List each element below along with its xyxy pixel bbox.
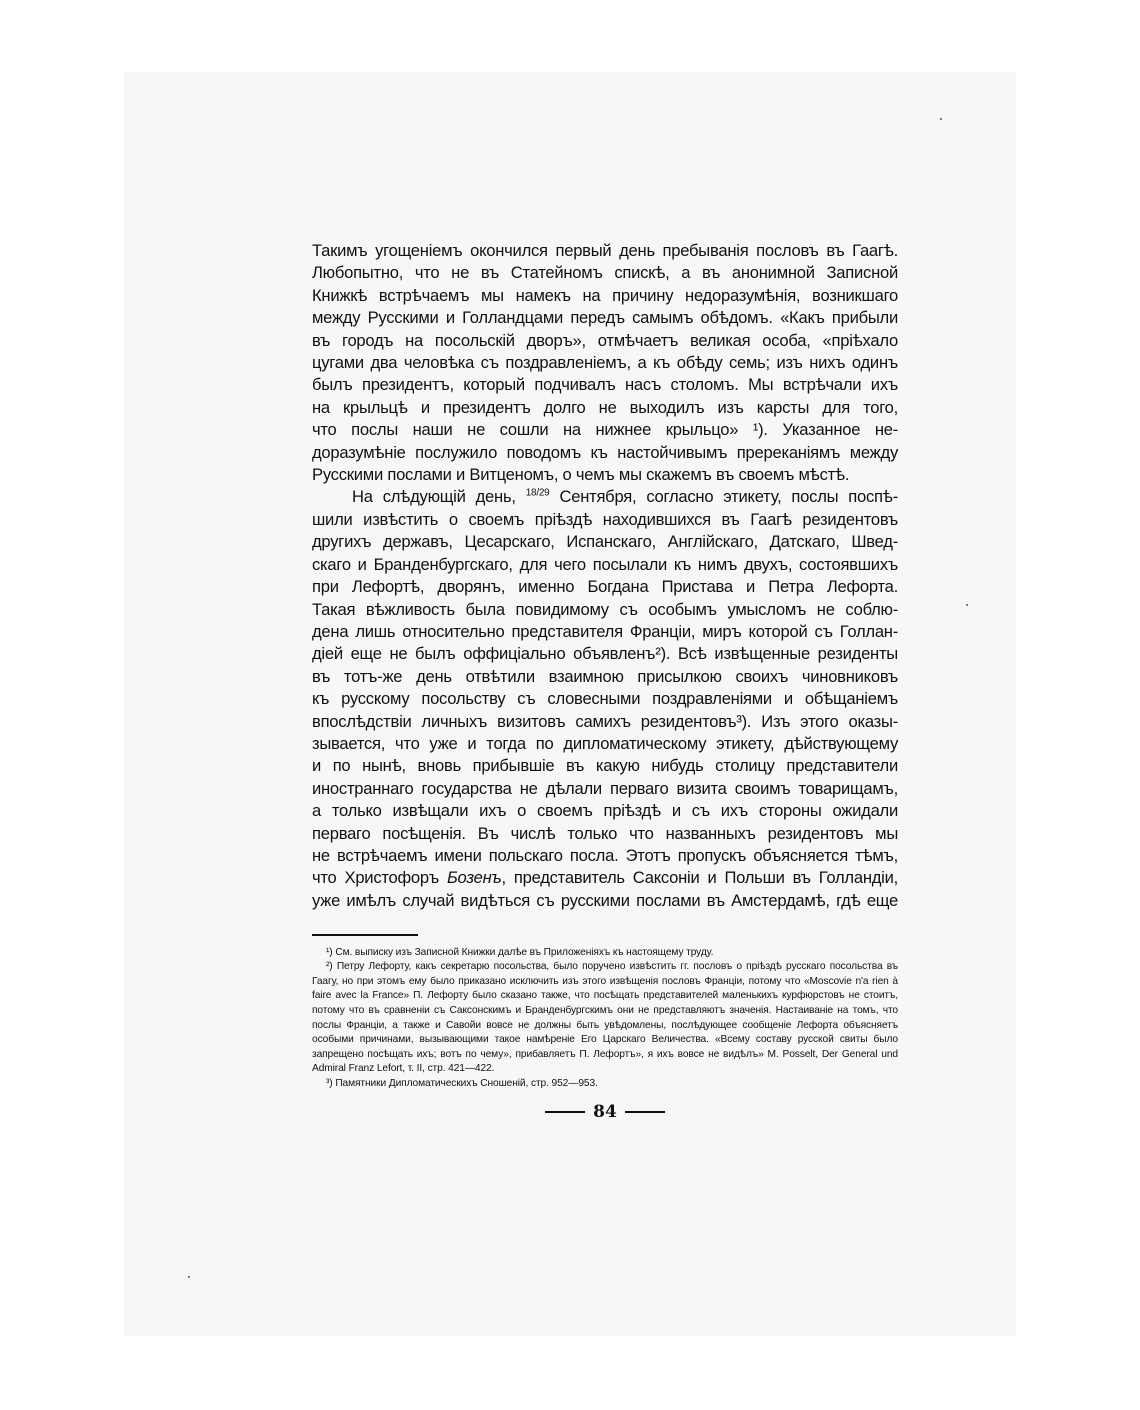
text-line: и по нынѣ, вновь прибывшіе въ какую нибудь столицу представители — [312, 756, 898, 776]
text-line — [312, 711, 898, 733]
text-line — [312, 643, 898, 665]
text-segment: Сентября, согласно этикету, послы поспѣ- — [549, 487, 898, 507]
footnote-ref-text: ²). Всѣ извѣщенные резиденты — [655, 644, 898, 664]
text-line: цугами два человѣка съ поздравленіемъ, а къ обѣду семь; изъ нихъ одинъ — [312, 353, 898, 373]
text-line: дена лишь относительно представителя Франціи, миръ которой съ Голлан- — [312, 621, 898, 641]
text-line: уже имѣлъ случай видѣться съ русскими послами въ Амстердамѣ, гдѣ еще — [312, 890, 898, 910]
text-segment: что послы наши не сошли на нижнее крыльцо» — [312, 420, 739, 440]
footnote-ref-text: ¹). Указанное не- — [752, 420, 898, 440]
text-line: другихъ державъ, Цесарскаго, Испанскаго, Англійскаго, Датскаго, Швед- — [312, 532, 898, 552]
footnote: ³) Памятники Дипломатическихъ Сношеній, стр. 952—953. — [326, 1078, 598, 1090]
footnote: ¹) См. выписку изъ Записной Книжки далѣе въ Приложеніяхъ къ настоящему труду. — [326, 946, 714, 958]
text-line: иностраннаго государства не дѣлали перваго визита своимъ товарищамъ, — [312, 778, 898, 798]
page-number — [312, 1102, 898, 1122]
main-text — [312, 240, 898, 912]
text-line: а только извѣщали ихъ о своемъ пріѣздѣ и съ ихъ стороны ожидали — [312, 801, 898, 821]
text-line: Книжкѣ встрѣчаемъ мы намекъ на причину недоразумѣнія, возникшаго — [312, 285, 898, 305]
scan-speck — [940, 118, 942, 120]
text-line: между Русскими и Голландцами передъ самымъ обѣдомъ. «Какъ прибыли — [312, 308, 898, 328]
scan-speck — [188, 1276, 190, 1278]
footnote: ²) Петру Лефорту, какъ секретарю посольства, было поручено извѣстить гг. пословъ о пріѣздѣ русскаго посольства въ Гаагу, но при этомъ ему было приказано исключить изъ этого извѣщенія пословъ Франціи, потому что «Moscovie n'a rien à faire avec la France» П. Лефорту было сказано также, что посѣщать представителей маленькихъ курфюрстовъ не стоитъ, потому что въ сравненіи съ Саксонскимъ и Бранденбургскимъ они не представляютъ значенія. Настаиваніе на томъ, что послы Франціи, а также и Савойи вовсе не должны быть увѣдомлены, послѣдующее сообщеніе Лефорта объясняетъ особыми причинами, вызывающими такое намѣреніе Его Царскаго Величества. «Всему составу русской свиты было запрещено посѣщать ихъ; вотъ по чему», прибавляетъ П. Лефортъ», я ихъ вовсе не видѣлъ» M. Posselt, Der General und Admiral Franz Lefort, т. II, стр. 421—422. — [312, 961, 898, 1075]
footnote-ref-text: ³). Изъ этого оказы- — [736, 711, 898, 731]
text-segment: діей еще не былъ оффиціально объявленъ — [312, 644, 656, 664]
text-segment: впослѣдствіи личныхъ визитовъ самихъ резидентовъ — [312, 711, 737, 731]
name-bozen: Бозенъ — [446, 868, 502, 888]
text-line: былъ президентъ, который подчивалъ насъ столомъ. Мы встрѣчали ихъ — [312, 375, 898, 395]
text-line: Такимъ угощеніемъ окончился первый день пребыванія пословъ въ Гаагѣ. — [312, 241, 898, 260]
text-line: шили извѣстить о своемъ пріѣздѣ находившихся въ Гаагѣ резидентовъ — [312, 509, 898, 529]
text-segment: На слѣдующій день, — [352, 487, 526, 507]
text-line — [312, 867, 898, 889]
text-line: при Лефортѣ, дворянъ, именно Богдана Пристава и Петра Лефорта. — [312, 577, 898, 597]
dash-left — [545, 1111, 585, 1113]
text-line: не встрѣчаемъ имени польскаго посла. Этотъ пропускъ объясняется тѣмъ, — [312, 845, 898, 865]
text-line: Такая вѣжливость была повидимому съ особымъ умысломъ не соблю- — [312, 599, 898, 619]
text-line: въ городъ на посольскій дворъ», отмѣчаетъ великая особа, «пріѣхало — [312, 330, 898, 350]
date-fraction: 18/29 — [525, 487, 550, 499]
text-segment: , представитель Саксоніи и Польши въ Голландіи, — [501, 868, 898, 888]
text-line: къ русскому посольству съ словесными поздравленіями и обѣщаніемъ — [312, 689, 898, 709]
footnote-divider — [312, 934, 418, 936]
text-line: зывается, что уже и тогда по дипломатическому этикету, дѣйствующему — [312, 733, 898, 753]
text-line — [312, 486, 898, 508]
page-number-text: 84 — [593, 1101, 617, 1122]
scan-speck — [966, 604, 968, 606]
text-line: Русскими послами и Витценомъ, о чемъ мы скажемъ въ своемъ мѣстѣ. — [312, 465, 850, 485]
text-line: перваго посѣщенія. Въ числѣ только что названныхъ резидентовъ мы — [312, 823, 898, 843]
dash-right — [625, 1111, 665, 1113]
text-segment: что Христофоръ — [312, 868, 447, 888]
text-line — [312, 419, 898, 441]
text-line: доразумѣніе послужило поводомъ къ настойчивымъ пререканіямъ между — [312, 442, 898, 462]
footnotes — [312, 946, 898, 1092]
text-line: Любопытно, что не въ Статейномъ спискѣ, а въ анонимной Записной — [312, 263, 898, 283]
text-line: въ тотъ-же день отвѣтили взаимною присылкою своихъ чиновниковъ — [312, 666, 898, 686]
text-line: скаго и Бранденбургскаго, для чего посылали къ нимъ двухъ, состоявшихъ — [312, 554, 898, 574]
document-page — [312, 240, 898, 1122]
text-line: на крыльцѣ и президентъ долго не выходилъ изъ карсты для того, — [312, 397, 898, 417]
